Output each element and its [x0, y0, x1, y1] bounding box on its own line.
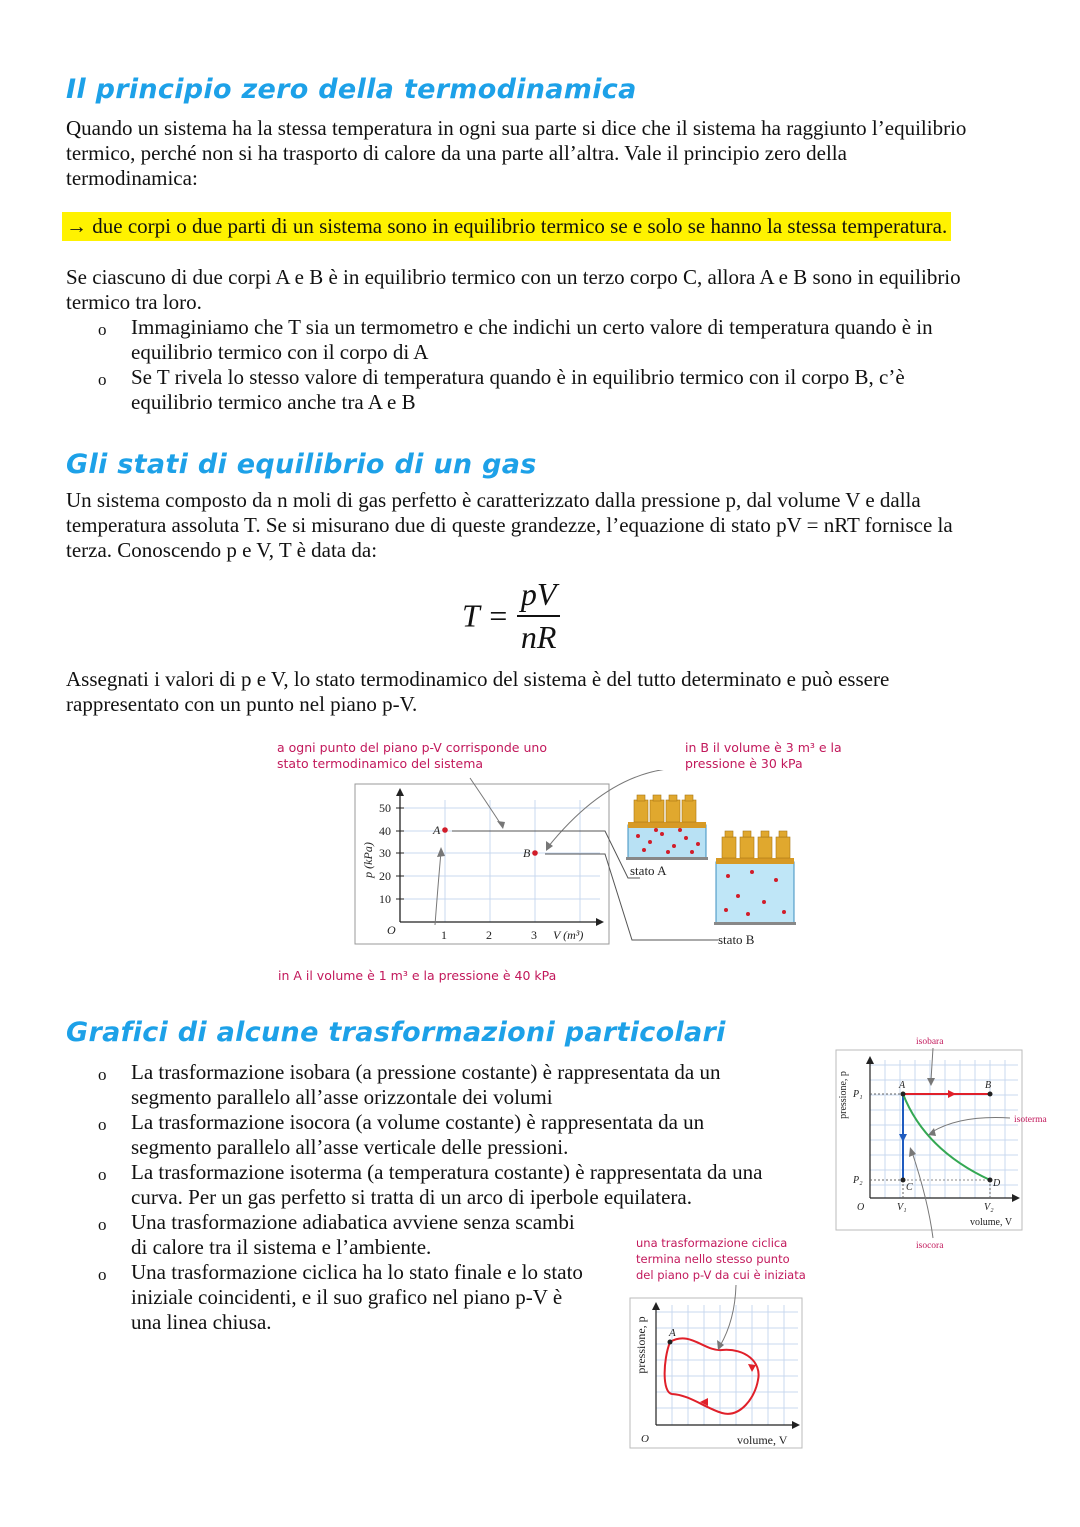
- cycle-figure: [620, 1280, 810, 1455]
- text-line: segmento parallelo all’asse orizzontale dei volumi: [131, 1085, 553, 1109]
- section-title-principio-zero: Il principio zero della termodinamica: [66, 74, 637, 105]
- text-line: terza. Conoscendo p e V, T è data da:: [66, 538, 378, 562]
- caption-line: termina nello stesso punto: [636, 1252, 790, 1266]
- y-axis-label: pressione, p: [634, 1316, 648, 1374]
- text-line: equilibrio termico con il corpo di A: [131, 340, 429, 364]
- text-line: Assegnati i valori di p e V, lo stato termodinamico del sistema è del tutto determinato e può essere: [66, 667, 890, 691]
- cycle-point-a: [668, 1340, 673, 1345]
- state-point-b: [532, 850, 538, 856]
- text-line: Se ciascuno di due corpi A e B è in equilibrio termico con un terzo corpo C, allora A e B sono in equilibrio: [66, 265, 961, 289]
- formula-numerator: pV: [517, 576, 561, 617]
- caption-line: in B il volume è 3 m³ e la: [685, 740, 842, 755]
- section1-statement: [66, 265, 1046, 315]
- caption-line: a ogni punto del piano p-V corrisponde uno: [277, 740, 547, 755]
- text-line: rappresentato con un punto nel piano p-V.: [66, 692, 418, 716]
- text-line: curva. Per un gas perfetto si tratta di un arco di iperbole equilatera.: [131, 1185, 692, 1209]
- label-a: A: [899, 1080, 906, 1091]
- bullet-marker: o: [98, 370, 107, 389]
- origin-label: O: [387, 923, 396, 937]
- bullet-marker: o: [98, 1215, 107, 1234]
- label-isocora: isocora: [916, 1241, 944, 1251]
- y-tick: 50: [379, 801, 391, 815]
- caption-cycle: [636, 1235, 806, 1283]
- formula-lhs: T =: [462, 597, 509, 634]
- state-b-piston: [716, 858, 794, 864]
- transformations-figure: [830, 1030, 1070, 1255]
- text-line: termico, perché non si ha trasporto di calore da una parte all’altra. Vale il principio zero della: [66, 141, 847, 165]
- label-isobara: isobara: [916, 1037, 944, 1047]
- caption-top-left: [277, 740, 547, 772]
- state-a-piston: [628, 822, 706, 828]
- x-tick: 1: [441, 928, 447, 942]
- state-point-label-b: B: [523, 846, 531, 860]
- text-line: termico tra loro.: [66, 290, 202, 314]
- text-line: La trasformazione isocora (a volume costante) è rappresentata da un: [131, 1110, 705, 1134]
- label-isoterma: isoterma: [1014, 1115, 1047, 1125]
- label-p1: P₁: [853, 1089, 863, 1100]
- label-c: C: [906, 1182, 913, 1193]
- highlighted-principle: [62, 214, 951, 239]
- text-line: Quando un sistema ha la stessa temperatura in ogni sua parte si dice che il sistema ha raggiunto l’equilibrio: [66, 116, 967, 140]
- label-v1: V₁: [897, 1202, 907, 1213]
- label-p2: P₂: [853, 1175, 863, 1186]
- text-line: una linea chiusa.: [131, 1310, 272, 1334]
- section2-after: [66, 667, 1046, 717]
- state-point-a: [442, 827, 448, 833]
- y-axis-label: p (kPa): [361, 842, 375, 878]
- label-v2: V₂: [984, 1202, 994, 1213]
- text-line: Immaginiamo che T sia un termometro e che indichi un certo valore di temperatura quando è in: [131, 315, 933, 339]
- state-a-label: stato A: [630, 863, 667, 878]
- x-tick: 2: [486, 928, 492, 942]
- bullet-marker: o: [98, 320, 107, 339]
- section2-intro: [66, 488, 1046, 563]
- y-tick: 40: [379, 824, 391, 838]
- caption-line: una trasformazione ciclica: [636, 1236, 788, 1250]
- y-tick: 20: [379, 869, 391, 883]
- bullet-marker: o: [98, 1115, 107, 1134]
- bullet-marker: o: [98, 1065, 107, 1084]
- text-line: Un sistema composto da n moli di gas perfetto è caratterizzato dalla pressione p, dal volume V e dalla: [66, 488, 921, 512]
- text-line: Se T rivela lo stesso valore di temperatura quando è in equilibrio termico con il corpo B, c’è: [131, 365, 905, 389]
- text-line: di calore tra il sistema e l’ambiente.: [131, 1235, 432, 1259]
- label-b: B: [985, 1080, 992, 1091]
- formula-temperature: [462, 576, 560, 656]
- section-title-stati-equilibrio: Gli stati di equilibrio di un gas: [66, 449, 537, 480]
- text-line: La trasformazione isoterma (a temperatura costante) è rappresentata da una: [131, 1160, 763, 1184]
- text-line: termodinamica:: [66, 166, 198, 190]
- formula-denominator: nR: [520, 619, 557, 655]
- y-axis-label: pressione, p: [838, 1071, 849, 1119]
- text-line: iniziale coincidenti, e il suo grafico nel piano p-V è: [131, 1285, 563, 1309]
- bullet-marker: o: [98, 1265, 107, 1284]
- x-tick: 3: [531, 928, 537, 942]
- pv-state-figure: [270, 770, 830, 970]
- state-b-weights: [722, 831, 790, 858]
- formula-fraction: [517, 576, 561, 656]
- text-line: Una trasformazione ciclica ha lo stato finale e lo stato: [131, 1260, 583, 1284]
- caption-bottom: in A il volume è 1 m³ e la pressione è 40 kPa: [278, 968, 557, 983]
- label-d: D: [993, 1178, 1001, 1189]
- caption-line: pressione è 30 kPa: [685, 756, 803, 771]
- x-axis-label: volume, V: [737, 1433, 788, 1447]
- text-line: Una trasformazione adiabatica avviene senza scambi: [131, 1210, 575, 1234]
- text-line: La trasformazione isobara (a pressione costante) è rappresentata da un: [131, 1060, 721, 1084]
- state-b-gas: [716, 862, 794, 924]
- bullet-marker: o: [98, 1165, 107, 1184]
- state-point-label-a: A: [433, 823, 441, 837]
- origin-label: O: [641, 1433, 649, 1445]
- y-tick: 30: [379, 846, 391, 860]
- text-line: temperatura assoluta T. Se si misurano due di queste grandezze, l’equazione di stato pV = nRT fornisce la: [66, 513, 953, 537]
- label-a: A: [669, 1327, 676, 1339]
- x-axis-label: V (m³): [553, 928, 584, 942]
- caption-line: del piano p-V da cui è iniziata: [636, 1268, 806, 1282]
- highlight-text: → due corpi o due parti di un sistema sono in equilibrio termico se e solo se hanno la stessa temperatura.: [62, 212, 951, 241]
- text-line: segmento parallelo all’asse verticale delle pressioni.: [131, 1135, 569, 1159]
- state-b-label: stato B: [718, 932, 755, 947]
- caption-line: stato termodinamico del sistema: [277, 756, 484, 771]
- text-line: equilibrio termico anche tra A e B: [131, 390, 416, 414]
- state-a-gas: [628, 825, 706, 859]
- section1-intro: [66, 116, 1046, 191]
- caption-top-right: [685, 740, 842, 772]
- origin-label: O: [857, 1202, 865, 1213]
- section-title-grafici: Grafici di alcune trasformazioni particolari: [66, 1017, 726, 1048]
- y-tick: 10: [379, 892, 391, 906]
- x-axis-label: volume, V: [970, 1217, 1013, 1228]
- state-a-weights: [634, 795, 696, 822]
